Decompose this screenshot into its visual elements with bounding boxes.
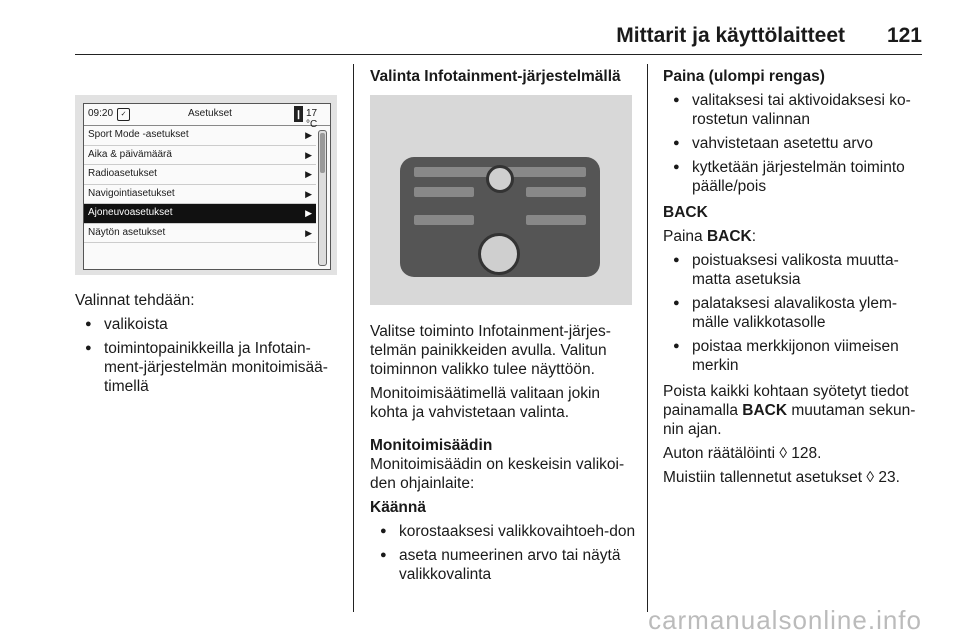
right-buttons-lower [526, 215, 586, 225]
page-ref-icon: ◊ [866, 469, 875, 486]
list-item: ● valitaksesi tai aktivoidaksesi ko-rostetun valinnan [663, 91, 925, 129]
intro-text: Valinnat tehdään: [75, 292, 195, 309]
list-item: ● valikoista [75, 315, 340, 334]
multifunction-knob [478, 233, 520, 275]
cross-reference [663, 468, 925, 487]
page-number: 121 [886, 24, 922, 47]
menu-row[interactable] [84, 204, 316, 224]
bullet-list [75, 315, 340, 396]
menu-row-label: Näytön asetukset [88, 226, 166, 238]
chevron-right-icon: ▶ [305, 149, 312, 160]
paragraph: Valitse toiminto Infotainment-järjes-telmän painikkeiden avulla. Valitun toiminnon valikko tulee näyttöön. [370, 323, 611, 378]
paragraph [663, 382, 925, 439]
subheading: BACK [663, 204, 708, 221]
text-span: Poista kaikki kohtaan syötetyt tiedot painamalla [663, 383, 909, 419]
list-item: ● kytketään järjestelmän toiminto päälle/pois [663, 158, 925, 196]
paragraph: Monitoimisäädin on keskeisin valikoi-den ohjainlaite: [370, 456, 625, 492]
screen-status-bar [84, 104, 330, 130]
subheading: Monitoimisäädin [370, 437, 493, 454]
menu-row-label: Ajoneuvoasetukset [88, 207, 173, 218]
back-key-label: BACK [706, 228, 752, 245]
column-2-heading [370, 67, 640, 91]
chevron-right-icon: ▶ [305, 227, 312, 238]
watermark: carmanualsonline.info [648, 605, 922, 635]
back-key-label: BACK [742, 402, 788, 419]
menu-row[interactable] [84, 146, 316, 166]
list-item: ● poistuaksesi valikosta muutta-matta asetuksia [663, 251, 925, 289]
section-heading: Paina (ulompi rengas) [663, 68, 825, 85]
text-span: : [751, 228, 757, 245]
text-span: 23. [874, 469, 900, 486]
screen-time: 09:20 [88, 108, 114, 119]
text-span: Auton räätälöinti [663, 445, 780, 462]
calendar-icon: ✓ [117, 108, 130, 121]
text-span: muutaman sekun-nin ajan. [663, 402, 916, 438]
column-2-text [370, 322, 640, 591]
page-ref-icon: ◊ [779, 445, 787, 462]
settings-menu-list [84, 126, 316, 243]
chevron-right-icon: ▶ [305, 188, 312, 199]
volume-knob [486, 165, 514, 193]
thermometer-icon: ❙ [294, 106, 303, 122]
menu-row[interactable] [84, 185, 316, 205]
chevron-right-icon: ▶ [305, 208, 312, 218]
list-item: ● vahvistetaan asetettu arvo [663, 134, 925, 153]
list-item: ● korostaaksesi valikkovaihtoeh-don [370, 522, 640, 541]
left-buttons [414, 187, 474, 197]
paragraph: Monitoimisäätimellä valitaan jokin kohta ja vahvistetaan valinta. [370, 385, 601, 421]
column-3-text [663, 67, 925, 492]
list-item: ● poistaa merkkijonon viimeisen merkin [663, 337, 925, 375]
subheading: Käännä [370, 499, 426, 516]
text-span: Paina [663, 228, 707, 245]
bullet-list [663, 91, 925, 196]
settings-screen [83, 103, 331, 270]
menu-row-label: Radioasetukset [88, 168, 157, 179]
menu-row[interactable] [84, 126, 316, 146]
list-item: ● aseta numeerinen arvo tai näytä valikkovalinta [370, 546, 640, 584]
header-rule [75, 54, 922, 55]
right-buttons [526, 187, 586, 197]
column-1-text [75, 291, 340, 403]
settings-screen-figure [75, 95, 337, 275]
menu-row[interactable] [84, 165, 316, 185]
paragraph [663, 227, 925, 246]
chapter-title: Mittarit ja käyttölaitteet [616, 24, 845, 47]
scrollbar-thumb [320, 133, 325, 173]
screen-temperature: 17 °C [306, 108, 318, 130]
list-item: ● palataksesi alavalikosta ylem-mälle valikkotasolle [663, 294, 925, 332]
infotainment-console-figure [370, 95, 632, 305]
bullet-list [663, 251, 925, 375]
chevron-right-icon: ▶ [305, 169, 312, 179]
list-item: ● toimintopainikkeilla ja Infotain-ment-järjestelmän monitoimisää-timellä [75, 339, 340, 396]
menu-row-label: Navigointiasetukset [88, 187, 175, 199]
text-span: Muistiin tallennetut asetukset [663, 469, 867, 486]
column-divider-2 [647, 64, 648, 612]
menu-row-label: Aika & päivämäärä [88, 148, 172, 160]
left-buttons-lower [414, 215, 474, 225]
screen-title: Asetukset [188, 108, 232, 119]
screen-scrollbar [318, 130, 327, 266]
bullet-list [370, 522, 640, 584]
chevron-right-icon: ▶ [305, 130, 312, 140]
text-span: 128. [787, 445, 822, 462]
menu-row-label: Sport Mode -asetukset [88, 129, 189, 140]
menu-row[interactable] [84, 224, 316, 244]
column-divider-1 [353, 64, 354, 612]
cross-reference [663, 444, 925, 463]
section-heading: Valinta Infotainment-järjestelmällä [370, 68, 621, 85]
page-header [0, 24, 960, 54]
